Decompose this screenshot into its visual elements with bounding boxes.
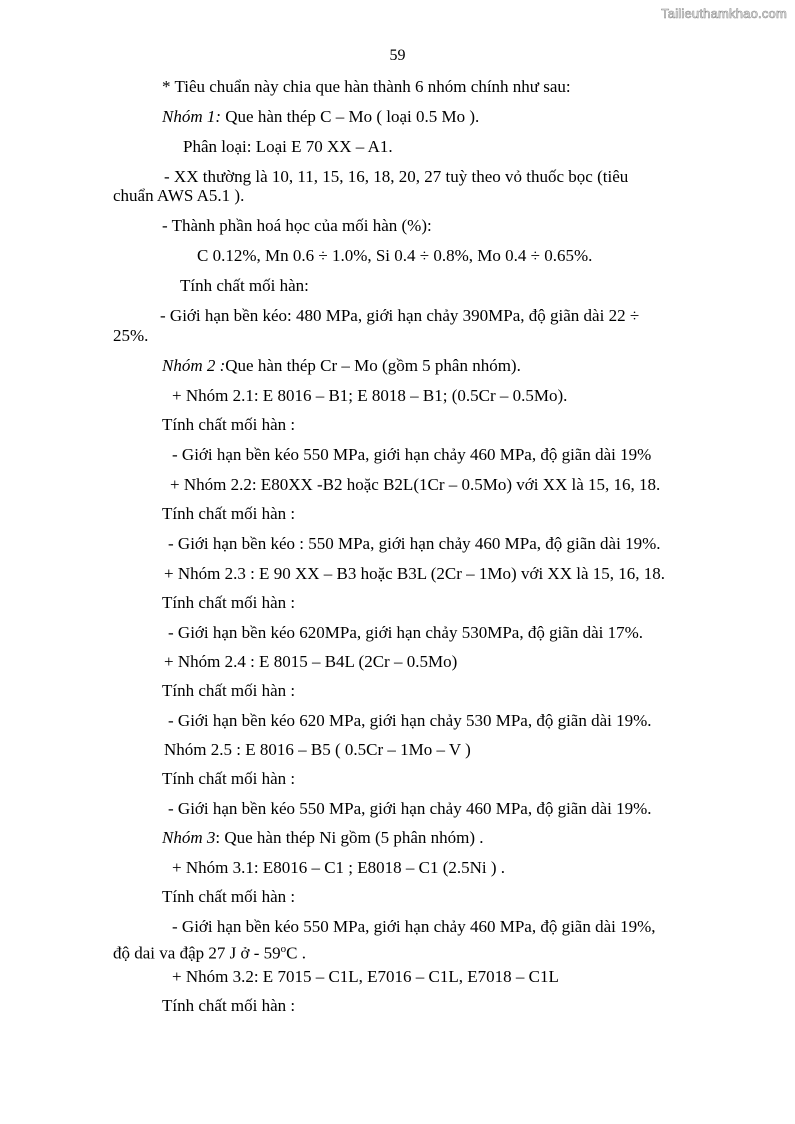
group3-sub2: + Nhóm 3.2: E 7015 – C1L, E7016 – C1L, E7018 – C1L <box>172 967 559 986</box>
group2-sub3-heading: Tính chất mối hàn : <box>162 593 296 612</box>
group2-sub4-heading: Tính chất mối hàn : <box>162 681 296 700</box>
group1-props-line1: - Giới hạn bền kéo: 480 MPa, giới hạn chảy 390MPa, độ giãn dài 22 ÷ <box>160 306 640 325</box>
page-number: 59 <box>389 47 406 64</box>
group1-xx-line1: - XX thường là 10, 11, 15, 16, 18, 20, 27 tuỳ theo vỏ thuốc bọc (tiêu <box>164 167 629 186</box>
group2-sub4: + Nhóm 2.4 : E 8015 – B4L (2Cr – 0.5Mo) <box>164 652 458 671</box>
group2-title: Que hàn thép Cr – Mo (gồm 5 phân nhóm). <box>225 356 521 375</box>
group1-chem-heading: - Thành phần hoá học của mối hàn (%): <box>162 216 432 235</box>
group3-heading <box>162 828 484 848</box>
group2-sub5-props: - Giới hạn bền kéo 550 MPa, giới hạn chảy 460 MPa, độ giãn dài 19%. <box>168 799 652 818</box>
group2-sub3: + Nhóm 2.3 : E 90 XX – B3 hoặc B3L (2Cr – 1Mo) với XX là 15, 16, 18. <box>164 564 665 583</box>
group3-title: : Que hàn thép Ni gồm (5 phân nhóm) . <box>215 828 484 847</box>
group2-sub1-heading: Tính chất mối hàn : <box>162 415 296 434</box>
group1-chem-values: C 0.12%, Mn 0.6 ÷ 1.0%, Si 0.4 ÷ 0.8%, Mo 0.4 ÷ 0.65%. <box>197 246 593 265</box>
group1-props-line2: 25%. <box>113 326 149 345</box>
degree-sup: o <box>280 943 287 955</box>
impact-text: độ dai va đập 27 J ở - 59 <box>113 943 281 963</box>
watermark: Tailieuthamkhao.com <box>661 6 787 21</box>
group3-sub1-props-line1: - Giới hạn bền kéo 550 MPa, giới hạn chảy 460 MPa, độ giãn dài 19%, <box>172 917 656 936</box>
group2-sub2-heading: Tính chất mối hàn : <box>162 504 296 523</box>
group2-heading <box>162 356 521 376</box>
group3-label: Nhóm 3 <box>162 828 216 847</box>
group3-sub1: + Nhóm 3.1: E8016 – C1 ; E8018 – C1 (2.5Ni ) . <box>172 858 506 877</box>
group1-props-heading: Tính chất mối hàn: <box>180 276 309 295</box>
group2-sub5: Nhóm 2.5 : E 8016 – B5 ( 0.5Cr – 1Mo – V ) <box>164 740 471 759</box>
group2-sub2-props: - Giới hạn bền kéo : 550 MPa, giới hạn chảy 460 MPa, độ giãn dài 19%. <box>168 534 661 553</box>
group2-sub1-props: - Giới hạn bền kéo 550 MPa, giới hạn chảy 460 MPa, độ giãn dài 19% <box>172 445 652 464</box>
group1-classification: Phân loại: Loại E 70 XX – A1. <box>183 137 393 156</box>
group2-sub4-props: - Giới hạn bền kéo 620 MPa, giới hạn chảy 530 MPa, độ giãn dài 19%. <box>168 711 652 730</box>
group1-heading <box>162 107 479 127</box>
group1-xx-line2: chuẩn AWS A5.1 ). <box>113 186 245 205</box>
group3-sub1-props-line2 <box>113 939 306 964</box>
group2-label: Nhóm 2 : <box>162 356 226 375</box>
group2-sub5-heading: Tính chất mối hàn : <box>162 769 296 788</box>
group2-sub1: + Nhóm 2.1: E 8016 – B1; E 8018 – B1; (0.5Cr – 0.5Mo). <box>172 386 568 405</box>
group1-title: Que hàn thép C – Mo ( loại 0.5 Mo ). <box>221 107 480 126</box>
group2-sub3-props: - Giới hạn bền kéo 620MPa, giới hạn chảy 530MPa, độ giãn dài 17%. <box>168 623 644 642</box>
group1-label: Nhóm 1: <box>162 107 222 126</box>
group3-sub1-heading: Tính chất mối hàn : <box>162 887 296 906</box>
group3-sub2-heading: Tính chất mối hàn : <box>162 996 296 1015</box>
celsius-text: C . <box>286 943 306 963</box>
intro-line: * Tiêu chuẩn này chia que hàn thành 6 nhóm chính như sau: <box>162 77 571 96</box>
group2-sub2: + Nhóm 2.2: E80XX -B2 hoặc B2L(1Cr – 0.5Mo) với XX là 15, 16, 18. <box>170 475 661 494</box>
